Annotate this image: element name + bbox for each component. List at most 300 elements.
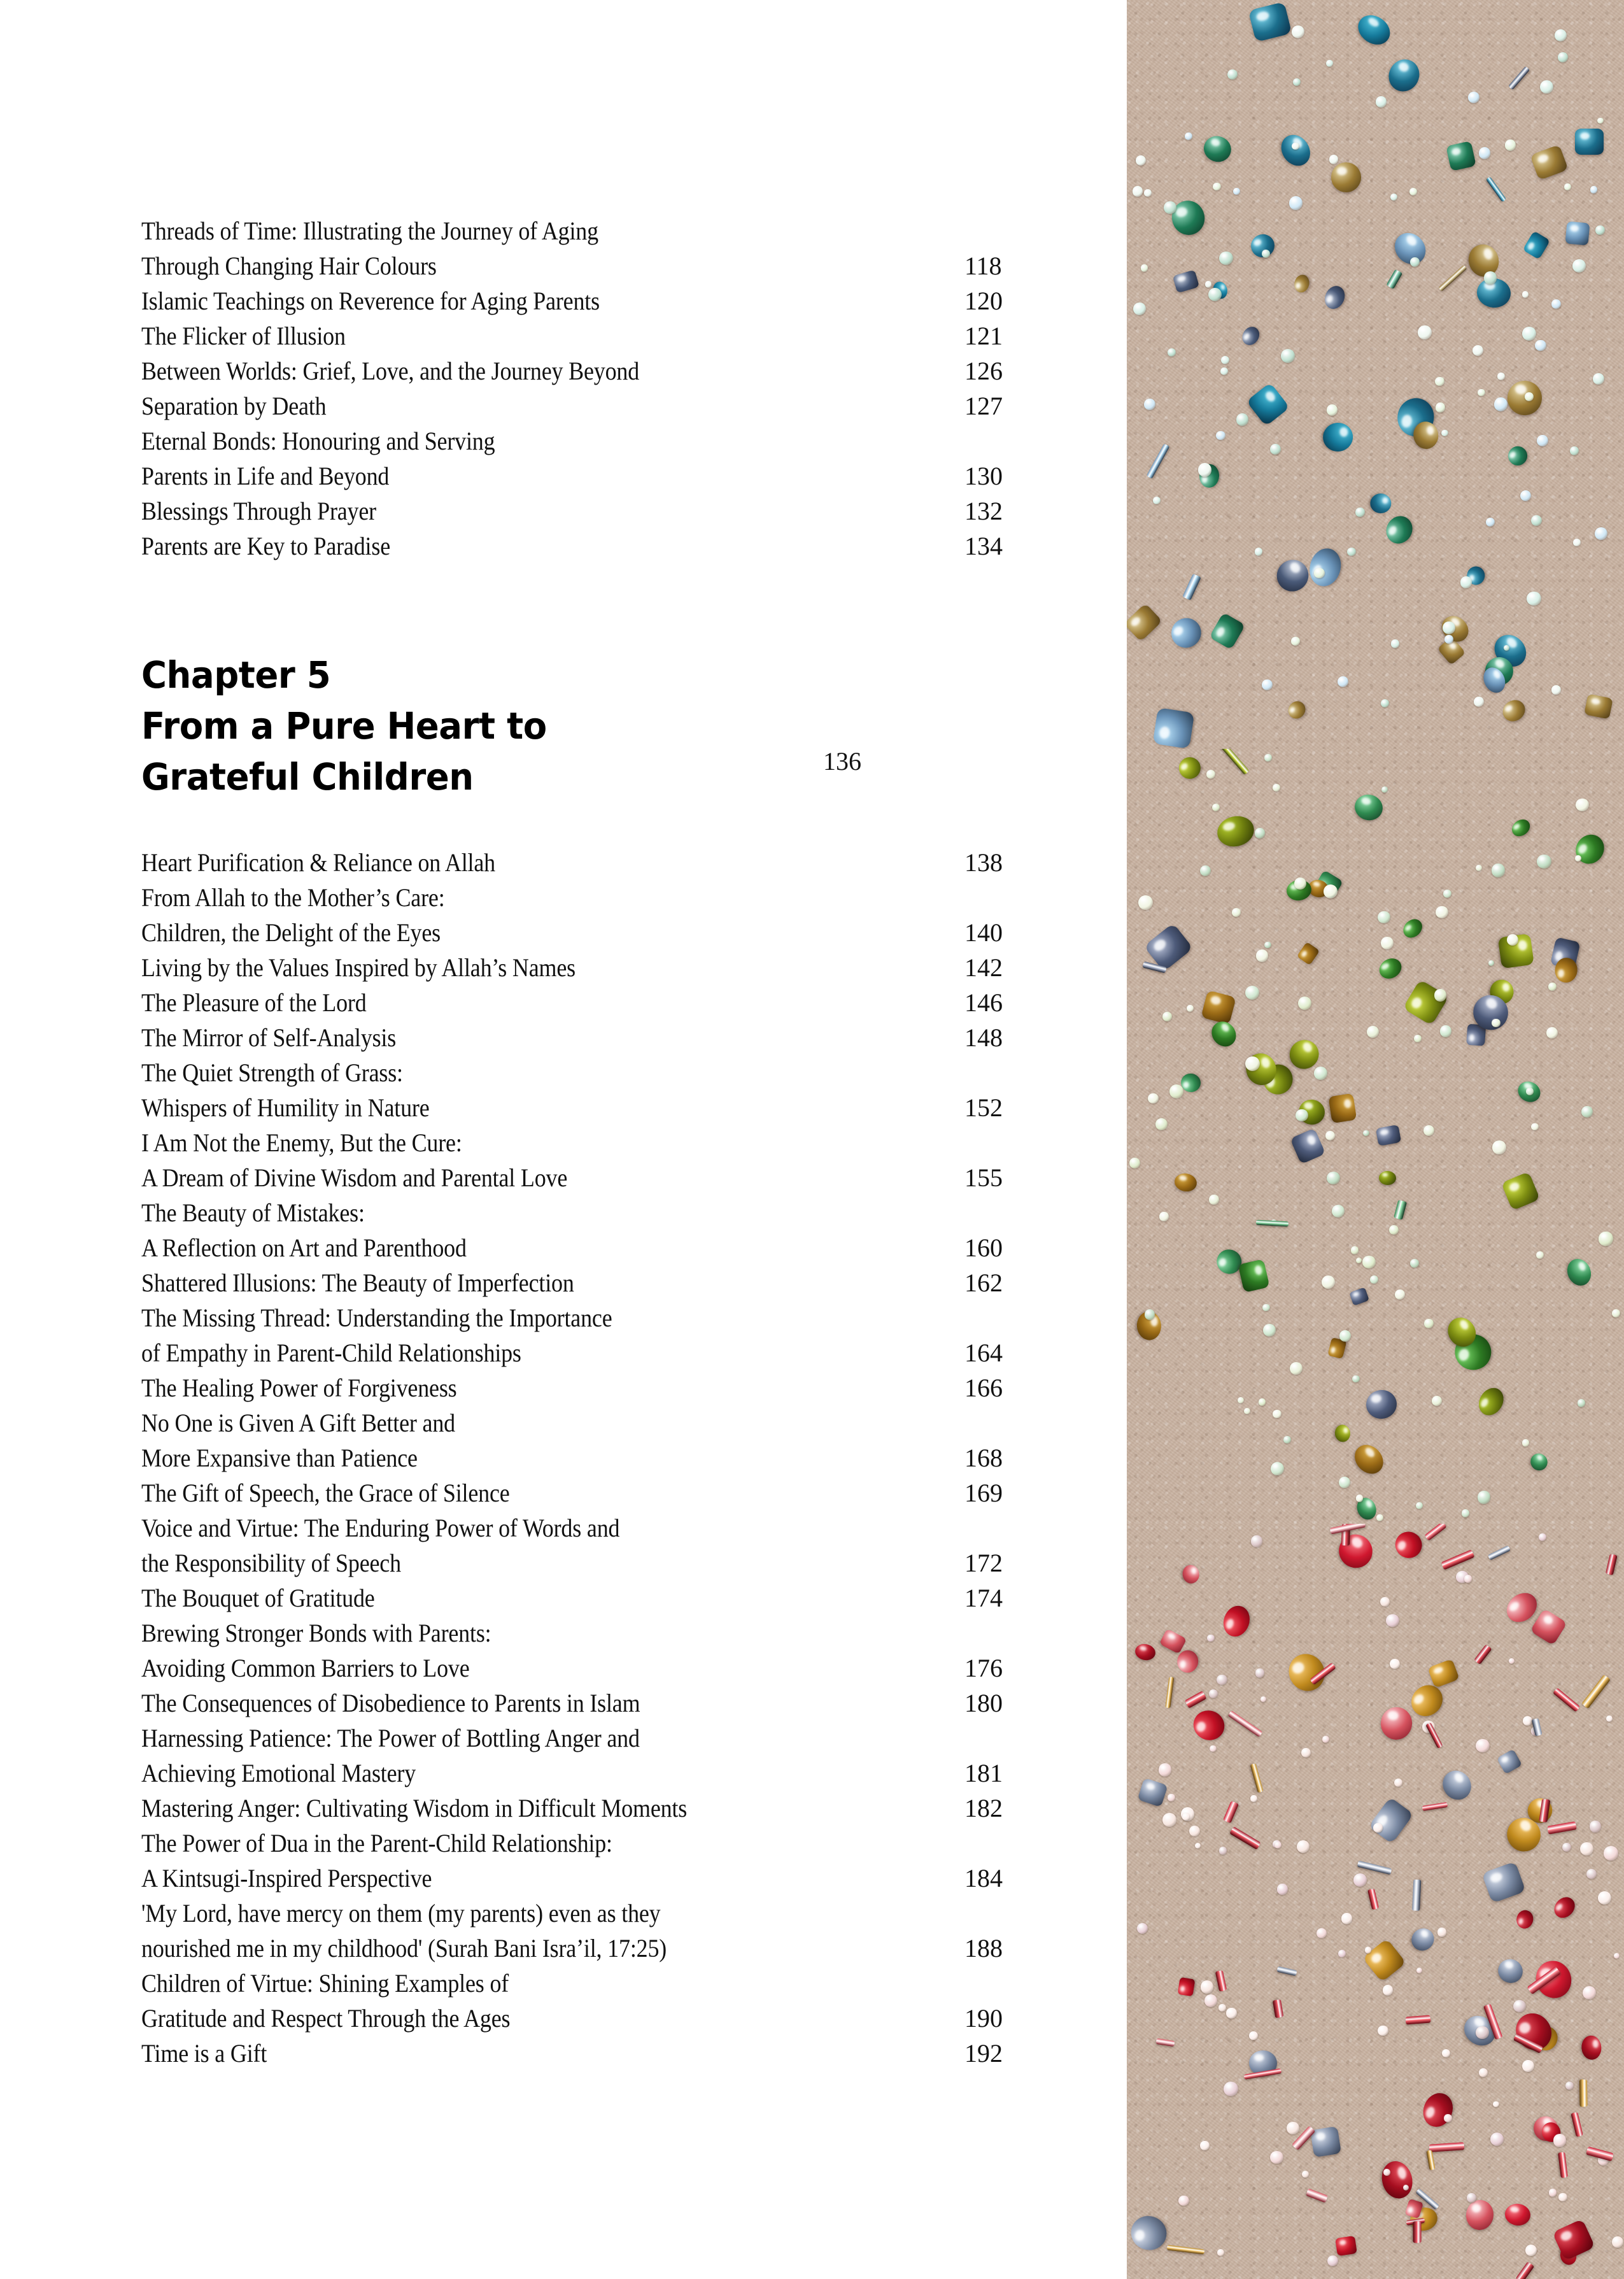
bugle-bead <box>1219 749 1249 775</box>
toc-entry-title: Islamic Teachings on Reverence for Aging Parents <box>141 287 600 315</box>
seed-bead <box>1249 2031 1258 2040</box>
toc-entry-title: The Power of Dua in the Parent-Child Relationship: <box>141 1829 612 1857</box>
red-sequins-panel <box>1127 1524 1624 2279</box>
toc-entry-title: From Allah to the Mother’s Care: <box>141 883 445 912</box>
seed-bead <box>1476 865 1482 871</box>
toc-entry[interactable] <box>141 880 1096 915</box>
seed-bead <box>1599 1232 1613 1246</box>
toc-entry-title: I Am Not the Enemy, But the Cure: <box>141 1128 462 1157</box>
seed-bead <box>1168 348 1176 357</box>
toc-entry[interactable] <box>141 1230 1096 1265</box>
toc-entry[interactable] <box>141 213 1096 248</box>
seed-bead <box>1339 1477 1350 1488</box>
seed-bead <box>1292 143 1299 150</box>
bead <box>1238 1259 1270 1293</box>
seed-bead <box>1204 1994 1217 2007</box>
toc-entry-title: A Dream of Divine Wisdom and Parental Love <box>141 1163 568 1192</box>
toc-entry-page-number: 182 <box>964 1794 1003 1822</box>
seed-bead <box>1479 147 1490 159</box>
seed-bead <box>1227 69 1238 80</box>
toc-entry-title: nourished me in my childhood' (Surah Bani Isra’il, 17:25) <box>141 1934 667 1963</box>
seed-bead <box>1144 399 1155 410</box>
toc-entry[interactable] <box>141 1861 1096 1896</box>
seed-bead <box>1250 1795 1257 1802</box>
seed-bead <box>1478 1491 1490 1503</box>
bead <box>1437 1765 1477 1806</box>
bugle-bead <box>1579 2079 1587 2106</box>
toc-entry[interactable] <box>141 950 1096 985</box>
toc-entry[interactable] <box>141 1791 1096 1826</box>
seed-bead <box>1418 325 1431 339</box>
seed-bead <box>1317 1928 1327 1938</box>
toc-entry[interactable] <box>141 318 1096 353</box>
seed-bead <box>1531 1123 1539 1131</box>
bead <box>1137 1778 1168 1808</box>
bead <box>1494 1956 1527 1987</box>
bead <box>1550 1893 1579 1922</box>
bead <box>1428 1659 1460 1688</box>
seed-bead <box>1386 1614 1399 1628</box>
seed-bead <box>1576 799 1588 811</box>
toc-entry[interactable] <box>141 1756 1096 1791</box>
seed-bead <box>1297 1840 1310 1853</box>
bugle-bead <box>1273 1999 1284 2018</box>
seed-bead <box>1283 1436 1291 1444</box>
bead <box>1173 270 1199 294</box>
seed-bead <box>1525 392 1534 401</box>
seed-bead <box>1548 983 1556 990</box>
seed-bead <box>1437 1928 1446 1936</box>
toc-entry[interactable] <box>141 423 1096 458</box>
bead <box>1332 1528 1380 1575</box>
seed-bead <box>1391 639 1400 648</box>
seed-bead <box>1537 855 1551 869</box>
seed-bead <box>1220 367 1228 375</box>
toc-entry-page-number: 146 <box>964 988 1003 1017</box>
seed-bead <box>1476 1739 1490 1753</box>
bead <box>1181 1564 1201 1585</box>
toc-entry-page-number: 168 <box>964 1444 1003 1472</box>
bead <box>1127 603 1162 642</box>
bugle-bead <box>1405 2015 1430 2024</box>
toc-entry[interactable] <box>141 1721 1096 1756</box>
bead <box>1575 129 1604 155</box>
bugle-bead <box>1571 2112 1583 2138</box>
bugle-bead <box>1229 1826 1260 1849</box>
toc-list-chapter5 <box>141 845 1096 2071</box>
toc-entry[interactable] <box>141 1405 1096 1440</box>
bead <box>1329 1093 1357 1123</box>
toc-entry[interactable] <box>141 1545 1096 1580</box>
bead <box>1349 1288 1369 1306</box>
seed-bead <box>1409 188 1417 195</box>
seed-bead <box>1597 118 1603 124</box>
bead <box>1334 1424 1352 1443</box>
seed-bead <box>1255 1668 1265 1678</box>
toc-entry-page-number: 140 <box>964 918 1003 947</box>
bugle-bead <box>1394 1200 1407 1220</box>
seed-bead <box>1212 804 1220 811</box>
bugle-bead <box>1548 1822 1578 1835</box>
toc-entry[interactable] <box>141 1020 1096 1055</box>
toc-entry[interactable] <box>141 1195 1096 1230</box>
seed-bead <box>1155 1118 1168 1130</box>
toc-entry[interactable] <box>141 1370 1096 1405</box>
bead <box>1504 443 1531 469</box>
seed-bead <box>1580 1842 1593 1856</box>
toc-entry-title: Shattered Illusions: The Beauty of Imperfection <box>141 1268 574 1297</box>
seed-bead <box>1289 196 1303 209</box>
seed-bead <box>1363 1130 1369 1136</box>
seed-bead <box>1479 2068 1488 2077</box>
seed-bead <box>1522 291 1529 298</box>
bead <box>1362 1938 1406 1982</box>
seed-bead <box>1492 1019 1500 1028</box>
seed-bead <box>1362 1256 1376 1269</box>
toc-list-chapter4-tail <box>141 213 1096 564</box>
seed-bead <box>1546 1027 1558 1039</box>
seed-bead <box>1476 2026 1488 2039</box>
toc-entry-page-number: 148 <box>964 1023 1003 1052</box>
toc-entry[interactable] <box>141 493 1096 529</box>
seed-bead <box>1549 2189 1557 2196</box>
seed-bead <box>1218 2004 1226 2012</box>
seed-bead <box>1217 1675 1227 1686</box>
seed-bead <box>1614 1953 1620 1959</box>
toc-entry[interactable] <box>141 353 1096 388</box>
toc-entry[interactable] <box>141 1475 1096 1510</box>
toc-entry-title: The Bouquet of Gratitude <box>141 1584 375 1612</box>
seed-bead <box>1233 188 1240 195</box>
seed-bead <box>1216 431 1225 441</box>
seed-bead <box>1148 1093 1159 1104</box>
toc-entry-title: Threads of Time: Illustrating the Journey of Aging <box>141 217 598 245</box>
toc-entry[interactable] <box>141 1896 1096 1931</box>
seed-bead <box>1352 1375 1360 1383</box>
seed-bead <box>1281 349 1295 363</box>
seed-bead <box>1540 80 1554 94</box>
seed-bead <box>1141 264 1148 271</box>
seed-bead <box>1443 890 1451 898</box>
seed-bead <box>1537 435 1548 446</box>
seed-bead <box>1378 911 1390 923</box>
seed-bead <box>1356 1258 1362 1263</box>
toc-entry-title: The Beauty of Mistakes: <box>141 1198 365 1227</box>
seed-bead <box>1274 1842 1282 1849</box>
bead <box>1501 1171 1541 1210</box>
toc-entry-title: Living by the Values Inspired by Allah’s Names <box>141 953 575 982</box>
toc-entry[interactable] <box>141 2036 1096 2071</box>
toc-entry[interactable] <box>141 985 1096 1020</box>
seed-bead <box>1200 865 1211 876</box>
toc-entry-page-number: 138 <box>964 848 1003 877</box>
seed-bead <box>1136 155 1146 166</box>
toc-entry-title: Whispers of Humility in Nature <box>141 1093 430 1122</box>
seed-bead <box>1441 430 1448 436</box>
seed-bead <box>1522 327 1536 341</box>
toc-entry[interactable] <box>141 1686 1096 1721</box>
bead <box>1352 792 1386 823</box>
seed-bead <box>1168 1794 1175 1801</box>
seed-bead <box>1370 1275 1378 1284</box>
toc-entry-title: The Pleasure of the Lord <box>141 988 367 1017</box>
toc-entry-title: The Quiet Strength of Grass: <box>141 1058 403 1087</box>
seed-bead <box>1578 1399 1585 1407</box>
bead <box>1353 10 1395 50</box>
toc-entry[interactable] <box>141 1651 1096 1686</box>
toc-entry[interactable] <box>141 1510 1096 1545</box>
bead <box>1127 2212 1171 2255</box>
seed-bead <box>1505 139 1516 150</box>
bead <box>1207 1016 1241 1051</box>
toc-entry-page-number: 192 <box>964 2039 1003 2068</box>
seed-bead <box>1612 1309 1620 1317</box>
bead <box>1189 1705 1229 1745</box>
toc-entry-page-number: 180 <box>964 1689 1003 1717</box>
bead <box>1246 382 1290 426</box>
seed-bead <box>1355 508 1365 517</box>
seed-bead <box>1444 635 1453 644</box>
seed-bead <box>1236 413 1249 426</box>
seed-bead <box>1390 194 1397 201</box>
seed-bead <box>1416 1502 1423 1509</box>
toc-entry[interactable] <box>141 1300 1096 1335</box>
bead <box>1376 955 1405 983</box>
bead <box>1306 545 1345 590</box>
toc-entry-title: Heart Purification & Reliance on Allah <box>141 848 496 877</box>
bead <box>1378 2158 1416 2202</box>
bugle-bead <box>1367 1889 1379 1910</box>
seed-bead <box>1245 986 1260 1000</box>
toc-entry-page-number: 166 <box>964 1374 1003 1402</box>
bead <box>1165 612 1207 654</box>
toc-entry[interactable] <box>141 1125 1096 1160</box>
bugle-bead <box>1215 1970 1227 1992</box>
toc-entry[interactable] <box>141 1440 1096 1475</box>
toc-entry[interactable] <box>141 1580 1096 1615</box>
toc-entry-title: the Responsibility of Speech <box>141 1549 401 1577</box>
toc-entry-page-number: 121 <box>964 322 1003 350</box>
bugle-bead <box>1165 1677 1174 1708</box>
seed-bead <box>1440 1025 1452 1037</box>
chapter-page-number: 136 <box>823 747 861 776</box>
seed-bead <box>1525 2245 1537 2256</box>
seed-bead <box>1572 259 1586 273</box>
bead <box>1159 1629 1187 1654</box>
toc-entry-page-number: 188 <box>964 1934 1003 1963</box>
seed-bead <box>1590 186 1597 193</box>
toc-entry[interactable] <box>141 1265 1096 1300</box>
seed-bead <box>1468 92 1479 103</box>
seed-bead <box>1575 855 1581 862</box>
toc-entry[interactable] <box>141 1826 1096 1861</box>
bead <box>1175 1649 1199 1674</box>
bugle-bead <box>1277 1966 1297 1976</box>
bugle-bead <box>1223 1801 1239 1824</box>
seed-bead <box>1327 2255 1338 2266</box>
seed-bead <box>1270 444 1281 455</box>
seed-bead <box>1394 1778 1402 1787</box>
seed-bead <box>1562 1843 1571 1852</box>
toc-entry-page-number: 190 <box>964 2004 1003 2033</box>
toc-entry[interactable] <box>141 388 1096 423</box>
seed-bead <box>1551 299 1561 309</box>
bugle-bead <box>1422 1802 1448 1812</box>
seed-bead <box>1367 1026 1379 1038</box>
toc-entry[interactable] <box>141 529 1096 564</box>
seed-bead <box>1159 1763 1171 1776</box>
seed-bead <box>1581 1106 1593 1118</box>
bead <box>1219 1602 1253 1640</box>
bead <box>1497 1749 1523 1775</box>
seed-bead <box>1612 2236 1624 2248</box>
seed-bead <box>1263 1324 1276 1337</box>
seed-bead <box>1219 1847 1227 1854</box>
seed-bead <box>1169 1084 1183 1098</box>
seed-bead <box>1523 1716 1532 1726</box>
toc-entry-title: of Empathy in Parent-Child Relationships <box>141 1338 521 1367</box>
chapter-title-line-1: From a Pure Heart to <box>141 704 547 748</box>
chapter-heading <box>141 650 1096 802</box>
toc-entry[interactable] <box>141 1931 1096 1966</box>
seed-bead <box>1178 2196 1189 2206</box>
toc-entry[interactable] <box>141 283 1096 318</box>
toc-entry-title: Harnessing Patience: The Power of Bottling Anger and <box>141 1724 640 1752</box>
seed-bead <box>1341 1913 1352 1924</box>
bugle-bead <box>1508 66 1530 90</box>
seed-bead <box>1462 1509 1470 1517</box>
toc-entry-title: Blessings Through Prayer <box>141 497 376 525</box>
bead <box>1322 422 1355 453</box>
bead <box>1552 2219 1595 2261</box>
toc-entry[interactable] <box>141 1160 1096 1195</box>
bead <box>1285 698 1309 722</box>
seed-bead <box>1464 1575 1472 1583</box>
toc-entry-title: Through Changing Hair Colours <box>141 252 437 280</box>
toc-entry-title: No One is Given A Gift Better and <box>141 1409 455 1437</box>
toc-entry-title: Brewing Stronger Bonds with Parents: <box>141 1619 491 1647</box>
seed-bead <box>1513 2000 1525 2012</box>
toc-entry[interactable] <box>141 458 1096 493</box>
seed-bead <box>1353 1873 1367 1887</box>
seed-bead <box>1535 340 1546 351</box>
seed-bead <box>1221 356 1229 364</box>
chapter-number-label: Chapter 5 <box>141 653 331 697</box>
toc-entry-title: The Flicker of Illusion <box>141 322 346 350</box>
seed-bead <box>1442 2049 1450 2057</box>
toc-entry-page-number: 132 <box>964 497 1003 525</box>
toc-entry-page-number: 169 <box>964 1479 1003 1507</box>
seed-bead <box>1526 1088 1534 1095</box>
bead <box>1276 129 1316 171</box>
toc-entry[interactable] <box>141 1966 1096 2001</box>
seed-bead <box>1205 281 1211 287</box>
seed-bead <box>1217 2249 1224 2256</box>
seed-bead <box>1410 1259 1419 1268</box>
seed-bead <box>1213 183 1220 190</box>
seed-bead <box>1522 1439 1529 1446</box>
bead <box>1335 2236 1357 2256</box>
seed-bead <box>1595 225 1605 235</box>
toc-entry-title: The Consequences of Disobedience to Parents in Islam <box>141 1689 640 1717</box>
toc-entry-title: 'My Lord, have mercy on them (my parents) even as they <box>141 1899 661 1928</box>
seed-bead <box>1182 1813 1190 1821</box>
seed-bead <box>1189 1826 1200 1836</box>
bead <box>1290 1128 1326 1165</box>
chapter-title-line-2: Grateful Children <box>141 755 474 799</box>
seed-bead <box>1210 1745 1216 1752</box>
toc-entry[interactable] <box>141 845 1096 880</box>
seed-bead <box>1595 527 1607 540</box>
seed-bead <box>1474 697 1484 707</box>
toc-entry[interactable] <box>141 1090 1096 1125</box>
bugle-bead <box>1167 2245 1205 2255</box>
toc-entry[interactable] <box>141 1055 1096 1090</box>
seed-bead <box>1262 1304 1270 1312</box>
seed-bead <box>1164 201 1176 214</box>
seed-bead <box>1435 377 1444 387</box>
seed-bead <box>1539 1533 1546 1541</box>
seed-bead <box>1255 548 1263 556</box>
bead <box>1530 1608 1567 1646</box>
bugle-bead <box>1581 1674 1611 1708</box>
bugle-bead <box>1387 269 1403 289</box>
seed-bead <box>1277 1884 1289 1895</box>
seed-bead <box>1553 2134 1566 2147</box>
seed-bead <box>1314 1067 1327 1080</box>
seed-bead <box>1301 1748 1311 1758</box>
seed-bead <box>1436 402 1445 412</box>
seed-bead <box>1291 637 1299 645</box>
seed-bead <box>1322 1736 1329 1742</box>
seed-bead <box>1414 1035 1422 1042</box>
toc-entry[interactable] <box>141 2001 1096 2036</box>
bead <box>1407 1924 1438 1955</box>
toc-entry[interactable] <box>141 1615 1096 1651</box>
seed-bead <box>1338 676 1348 687</box>
seed-bead <box>1298 997 1311 1010</box>
seed-bead <box>1389 1225 1399 1235</box>
bead <box>1515 1908 1535 1930</box>
seed-bead <box>1590 1821 1601 1832</box>
seed-bead <box>1527 592 1541 606</box>
toc-entry-title: A Kintsugi-Inspired Perspective <box>141 1864 432 1892</box>
toc-entry-title: Avoiding Common Barriers to Love <box>141 1654 470 1682</box>
toc-entry[interactable] <box>141 1335 1096 1370</box>
bugle-bead <box>1441 1550 1474 1570</box>
toc-entry-page-number: 162 <box>964 1268 1003 1297</box>
seed-bead <box>1259 1398 1266 1406</box>
seed-bead <box>1302 2171 1309 2178</box>
toc-entry-title: Eternal Bonds: Honouring and Serving <box>141 427 495 455</box>
seed-bead <box>1262 250 1271 259</box>
toc-entry-title: Parents are Key to Paradise <box>141 532 391 560</box>
bead <box>1499 695 1529 725</box>
toc-entry[interactable] <box>141 248 1096 283</box>
seed-bead <box>1159 1212 1168 1221</box>
seed-bead <box>1472 345 1483 356</box>
seed-bead <box>1144 189 1152 197</box>
seed-bead <box>1293 78 1301 86</box>
seed-bead <box>1520 490 1531 501</box>
bugle-bead <box>1182 574 1201 600</box>
toc-entry[interactable] <box>141 915 1096 950</box>
seed-bead <box>1224 2082 1238 2096</box>
seed-bead <box>1262 679 1273 690</box>
toc-entry-title: Parents in Life and Beyond <box>141 462 390 490</box>
seed-bead <box>1332 1205 1345 1218</box>
seed-bead <box>1351 1246 1359 1254</box>
